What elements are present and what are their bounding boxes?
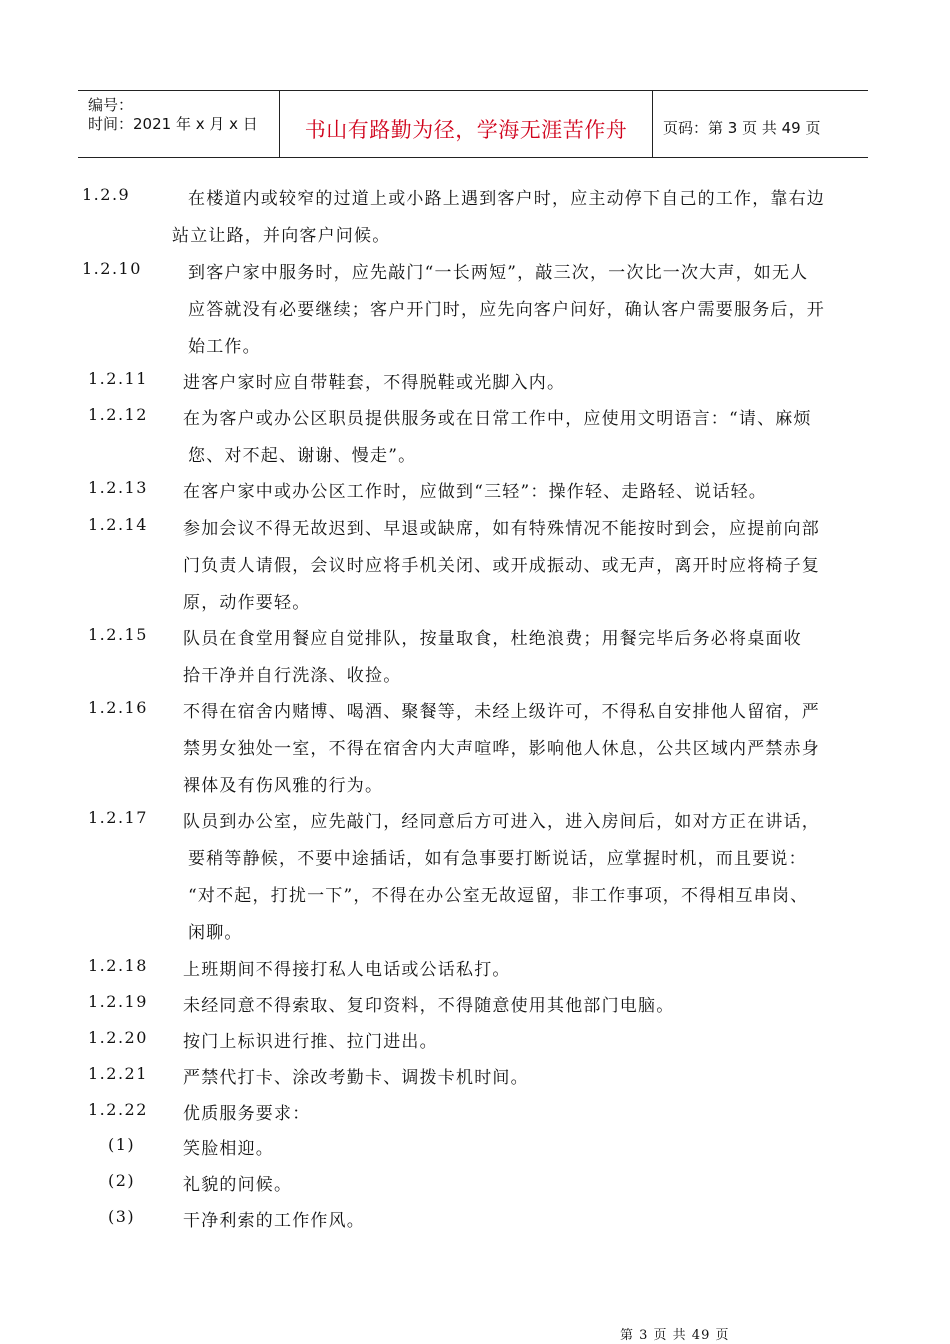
- clause-text-line: 在为客户或办公区职员提供服务或在日常工作中，应使用文明语言：“请、麻烦: [183, 409, 812, 429]
- clause-text-line: 原，动作要轻。: [183, 593, 311, 613]
- clause-text-line: 队员在食堂用餐应自觉排队，按量取食，杜绝浪费；用餐完毕后务必将桌面收: [183, 629, 802, 649]
- clause-number: (1): [108, 1135, 136, 1154]
- clause-text-line: 参加会议不得无故迟到、早退或缺席，如有特殊情况不能按时到会，应提前向部: [183, 519, 820, 539]
- clause-number: 1.2.17: [88, 808, 148, 827]
- footer-page-number: 第 3 页 共 49 页: [620, 1328, 730, 1343]
- clause-number: 1.2.20: [88, 1028, 148, 1047]
- clause-number: (3): [108, 1207, 136, 1226]
- clause-number: 1.2.16: [88, 698, 148, 717]
- clause-text-line: 按门上标识进行推、拉门进出。: [183, 1032, 438, 1052]
- clause-text-line: 在楼道内或较窄的过道上或小路上遇到客户时，应主动停下自己的工作，靠右边: [188, 189, 825, 209]
- clause-text-line: 到客户家中服务时，应先敲门“一长两短”，敲三次，一次比一次大声，如无人: [188, 263, 809, 283]
- clause-text-line: 队员到办公室，应先敲门，经同意后方可进入，进入房间后，如对方正在讲话，: [183, 812, 820, 832]
- clause-text-line: 拾干净并自行洗涤、收捡。: [183, 666, 402, 686]
- clause-text-line: 禁男女独处一室，不得在宿舍内大声喧哗，影响他人休息，公共区域内严禁赤身: [183, 739, 820, 759]
- clause-number: (2): [108, 1171, 136, 1190]
- clause-text-line: 裸体及有伤风雅的行为。: [183, 776, 384, 796]
- clause-number: 1.2.21: [88, 1064, 148, 1083]
- document-date-label: 时间：2021 年 x 月 x 日: [88, 115, 258, 133]
- clause-text-line: 在客户家中或办公区工作时，应做到“三轻”：操作轻、走路轻、说话轻。: [183, 482, 767, 502]
- clause-text-line: 要稍等静候，不要中途插话，如有急事要打断说话，应掌握时机，而且要说：: [188, 849, 807, 869]
- clause-number: 1.2.12: [88, 405, 148, 424]
- clause-text-line: 笑脸相迎。: [183, 1139, 274, 1159]
- clause-text-line: 未经同意不得索取、复印资料，不得随意使用其他部门电脑。: [183, 996, 675, 1016]
- clause-number: 1.2.11: [88, 369, 148, 388]
- clause-text-line: 干净利索的工作作风。: [183, 1211, 365, 1231]
- clause-text-line: 上班期间不得接打私人电话或公话私打。: [183, 960, 511, 980]
- clause-text-line: 站立让路，并向客户问候。: [172, 226, 391, 246]
- clause-text-line: 不得在宿舍内赌博、喝酒、聚餐等，未经上级许可，不得私自安排他人留宿，严: [183, 702, 820, 722]
- clause-text-line: 门负责人请假，会议时应将手机关闭、或开成振动、或无声，离开时应将椅子复: [183, 556, 820, 576]
- clause-number: 1.2.10: [82, 259, 142, 278]
- clause-text-line: “对不起，打扰一下”，不得在办公室无故逗留，非工作事项，不得相互串岗、: [188, 886, 809, 906]
- clause-number: 1.2.14: [88, 515, 148, 534]
- clause-text-line: 闲聊。: [188, 923, 243, 943]
- header-page-number: 页码：第 3 页 共 49 页: [663, 119, 821, 137]
- clause-number: 1.2.19: [88, 992, 148, 1011]
- clause-text-line: 优质服务要求：: [183, 1104, 311, 1124]
- clause-text-line: 礼貌的问候。: [183, 1175, 293, 1195]
- clause-text-line: 应答就没有必要继续；客户开门时，应先向客户问好，确认客户需要服务后，开: [188, 300, 825, 320]
- clause-number: 1.2.9: [82, 185, 131, 204]
- clause-text-line: 严禁代打卡、涂改考勤卡、调拨卡机时间。: [183, 1068, 529, 1088]
- header-motto: 书山有路勤为径，学海无涯苦作舟: [304, 118, 628, 142]
- clause-number: 1.2.22: [88, 1100, 148, 1119]
- clause-text-line: 始工作。: [188, 337, 261, 357]
- clause-text-line: 进客户家时应自带鞋套，不得脱鞋或光脚入内。: [183, 373, 566, 393]
- clause-text-line: 您、对不起、谢谢、慢走”。: [188, 446, 417, 466]
- clause-number: 1.2.15: [88, 625, 148, 644]
- clause-number: 1.2.18: [88, 956, 148, 975]
- document-number-label: 编号：: [88, 96, 134, 114]
- clause-number: 1.2.13: [88, 478, 148, 497]
